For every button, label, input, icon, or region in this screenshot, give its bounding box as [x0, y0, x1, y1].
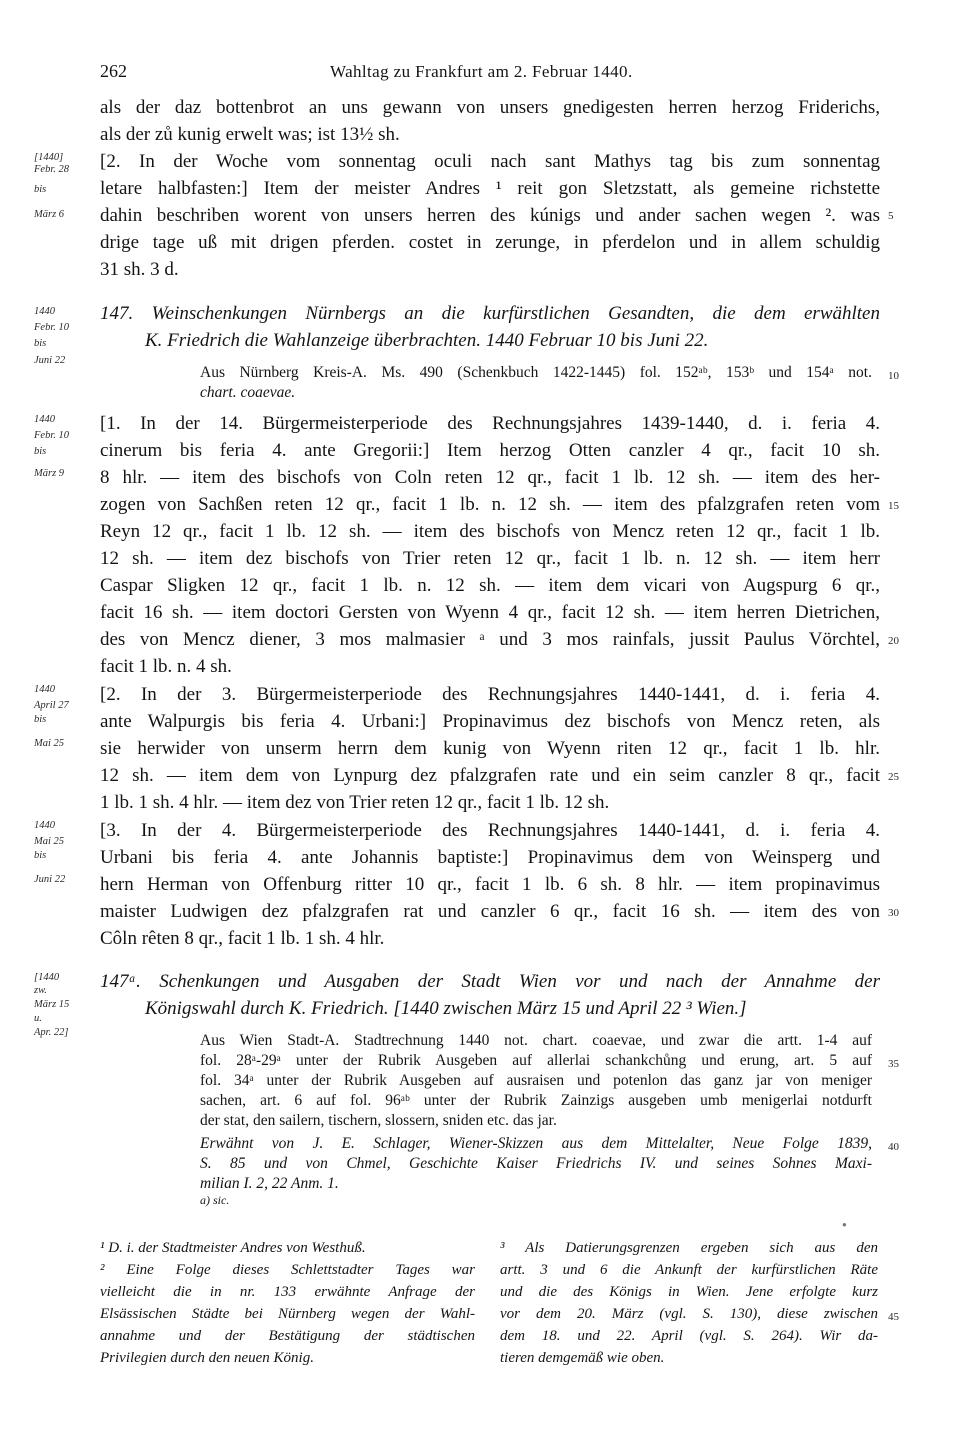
- source-note: milian I. 2, 22 Anm. 1.: [200, 1175, 339, 1192]
- body-line: hern Herman von Offenburg ritter 10 qr., facit 1 lb. 6 sh. 8 hlr. — item propinavimus: [100, 874, 880, 895]
- body-line: [2. In der Woche vom sonnentag oculi nach sant Mathys tag bis zum sonnentag: [100, 151, 880, 172]
- margin-date: April 27: [34, 700, 69, 711]
- footnote-line: artt. 3 und 6 die Ankunft der kurfürstlichen Räte: [500, 1262, 878, 1278]
- page-number: 262: [100, 61, 127, 81]
- footnote-line: annahme und der Bestätigung der städtischen: [100, 1328, 475, 1344]
- line-number: 5: [888, 210, 894, 222]
- margin-date: bis: [34, 338, 47, 349]
- source-note: sachen, art. 6 auf fol. 96ᵃᵇ unter der Rubrik Zainzigs ausgeben umb menigerlai notdurft: [200, 1092, 872, 1109]
- body-line: 12 sh. — item dem von Lynpurg dez pfalzgrafen rate und ein seim canzler 8 qr., facit: [100, 765, 880, 786]
- entry-147-title: 147. Weinschenkungen Nürnbergs an die kurfürstlichen Gesandten, die dem erwählten: [100, 303, 880, 324]
- footnote-line: Elsässischen Städte bei Nürnberg wegen der Wahl-: [100, 1306, 475, 1322]
- margin-date: bis: [34, 446, 47, 457]
- body-line: Caspar Sligken 12 qr., facit 1 lb. n. 12 sh. — item dem vicari von Augspurg 6 qr.,: [100, 575, 880, 596]
- apparatus-note: a) sic.: [200, 1193, 230, 1207]
- footnote-line: dem 18. und 22. April (vgl. S. 264). Wir da-: [500, 1328, 878, 1344]
- margin-date: 1440: [34, 820, 55, 831]
- margin-date: bis: [34, 714, 47, 725]
- entry-147a-title: Königswahl durch K. Friedrich. [1440 zwischen März 15 und April 22 ³ Wien.]: [145, 998, 747, 1019]
- body-line: [1. In der 14. Bürgermeisterperiode des Rechnungsjahres 1439-1440, d. i. feria 4.: [100, 413, 880, 434]
- line-number: 40: [888, 1141, 899, 1153]
- body-line: als der zů kunig erwelt was; ist 13½ sh.: [100, 124, 400, 145]
- body-line: als der daz bottenbrot an uns gewann von unsers gnedigesten herren herzog Friderichs,: [100, 97, 880, 118]
- body-line: [3. In der 4. Bürgermeisterperiode des Rechnungsjahres 1440-1441, d. i. feria 4.: [100, 820, 880, 841]
- footnotes-left: [100, 1237, 475, 1369]
- body-line: facit 1 lb. n. 4 sh.: [100, 656, 232, 677]
- margin-date: 1440: [34, 414, 55, 425]
- margin-date: [1440: [34, 972, 60, 983]
- body-line: 12 sh. — item dez bischofs von Trier reten 12 qr., facit 1 lb. n. 12 sh. — item herr: [100, 548, 880, 569]
- body-line: 8 hlr. — item des bischofs von Coln reten 12 qr., facit 1 lb. 12 sh. — item des her-: [100, 467, 880, 488]
- margin-date: u.: [34, 1013, 42, 1024]
- footnote-line: ¹ D. i. der Stadtmeister Andres von Westhuß.: [100, 1240, 366, 1256]
- source-note: Aus Nürnberg Kreis-A. Ms. 490 (Schenkbuch 1422-1445) fol. 152ᵃᵇ, 153ᵇ und 154ᵃ not.: [200, 364, 872, 381]
- source-note: Erwähnt von J. E. Schlager, Wiener-Skizzen aus dem Mittelalter, Neue Folge 1839,: [200, 1135, 872, 1152]
- margin-date: Febr. 10: [34, 322, 69, 333]
- footnote-line: tieren demgemäß wie oben.: [500, 1350, 665, 1366]
- source-note: fol. 34ᵃ unter der Rubrik Ausgeben auf ausraisen und potenlon das ganz jar von meniger: [200, 1072, 872, 1089]
- body-line: zogen von Sachßen reten 12 qr., facit 1 lb. n. 12 sh. — item des pfalzgrafen reten vom: [100, 494, 880, 515]
- body-line: Côln rêten 8 qr., facit 1 lb. 1 sh. 4 hlr.: [100, 928, 385, 949]
- body-line: facit 16 sh. — item doctori Gersten von Wyenn 4 qr., facit 12 sh. — item herren Dietrichen,: [100, 602, 880, 623]
- line-number: 30: [888, 907, 899, 919]
- body-line: sie herwider von unserm herrn dem kunig von Wyenn riten 12 qr., facit 1 lb. hlr.: [100, 738, 880, 759]
- margin-date: bis: [34, 850, 47, 861]
- margin-date: Febr. 28: [34, 164, 69, 175]
- footnote-line: vielleicht die in nr. 133 erwähnte Anfrage der: [100, 1284, 475, 1300]
- margin-date: März 9: [34, 468, 65, 479]
- line-number: 25: [888, 771, 899, 783]
- body-line: drige tage uß mit drigen pferden. costet in zerunge, in pferdelon und in allem schuldig: [100, 232, 880, 253]
- margin-date: März 15: [34, 999, 70, 1010]
- source-note: fol. 28ᵃ-29ᵃ unter der Rubrik Ausgeben auf allerlai schankchůng und erung, art. 5 auf: [200, 1052, 872, 1069]
- source-note: S. 85 und von Chmel, Geschichte Kaiser Friedrichs IV. und seines Sohnes Maxi-: [200, 1155, 872, 1172]
- body-line: letare halbfasten:] Item der meister Andres ¹ reit gon Sletzstatt, als gemeine richstette: [100, 178, 880, 199]
- entry-147a-title: 147ᵃ. Schenkungen und Ausgaben der Stadt Wien vor und nach der Annahme der: [100, 971, 880, 992]
- line-number: 15: [888, 500, 899, 512]
- footnote-line: vor dem 20. März (vgl. S. 130), diese zwischen: [500, 1306, 878, 1322]
- running-title: Wahltag zu Frankfurt am 2. Februar 1440.: [330, 62, 633, 81]
- body-line: 31 sh. 3 d.: [100, 259, 179, 280]
- body-line: cinerum bis feria 4. ante Gregorii:] Item herzog Otten canzler 4 qr., facit 10 sh.: [100, 440, 880, 461]
- line-number: 10: [888, 370, 899, 382]
- source-note: Aus Wien Stadt-A. Stadtrechnung 1440 not. chart. coaevae, und zwar die artt. 1-4 auf: [200, 1032, 872, 1049]
- footnote-line: ³ Als Datierungsgrenzen ergeben sich aus den: [500, 1240, 878, 1256]
- body-line: dahin beschriben worent von unsers herren des kúnigs und ander sachen wegen ². was: [100, 205, 880, 226]
- body-line: des von Mencz diener, 3 mos malmasier ᵃ und 3 mos rainfals, jussit Paulus Vörchtel,: [100, 629, 880, 650]
- margin-date: 1440: [34, 684, 55, 695]
- margin-date: Febr. 10: [34, 430, 69, 441]
- body-line: [2. In der 3. Bürgermeisterperiode des Rechnungsjahres 1440-1441, d. i. feria 4.: [100, 684, 880, 705]
- line-number: 45: [888, 1311, 899, 1323]
- line-number: 20: [888, 635, 899, 647]
- margin-date: Mai 25: [34, 738, 65, 749]
- margin-date: März 6: [34, 209, 65, 220]
- footnote-line: ² Eine Folge dieses Schlettstadter Tages war: [100, 1262, 475, 1278]
- stray-dot: ●: [842, 1220, 847, 1229]
- source-note: der stat, den sailern, tischern, slossern, sniden etc. das jar.: [200, 1112, 557, 1129]
- body-line: ante Walpurgis bis feria 4. Urbani:] Propinavimus dez bischofs von Mencz reten, als: [100, 711, 880, 732]
- footnote-line: und die des Königs in Wien. Jene erfolgte kurz: [500, 1284, 878, 1300]
- footnote-line: Privilegien durch den neuen König.: [100, 1350, 314, 1366]
- body-line: 1 lb. 1 sh. 4 hlr. — item dez von Trier reten 12 qr., facit 1 lb. 12 sh.: [100, 792, 610, 813]
- line-number: 35: [888, 1058, 899, 1070]
- margin-date: bis: [34, 184, 47, 195]
- body-line: Urbani bis feria 4. ante Johannis baptiste:] Propinavimus dem von Weinsperg und: [100, 847, 880, 868]
- source-note: chart. coaevae.: [200, 384, 296, 401]
- body-line: Reyn 12 qr., facit 1 lb. 12 sh. — item des bischofs von Mencz reten 12 qr., facit 1 lb.: [100, 521, 880, 542]
- margin-date: [1440]: [34, 152, 64, 163]
- margin-date: Juni 22: [34, 355, 66, 366]
- margin-date: zw.: [34, 985, 47, 996]
- body-line: maister Ludwigen dez pfalzgrafen rat und canzler 6 qr., facit 16 sh. — item des von: [100, 901, 880, 922]
- margin-date: 1440: [34, 306, 55, 317]
- margin-date: Mai 25: [34, 836, 65, 847]
- entry-147-title: K. Friedrich die Wahlanzeige überbrachten. 1440 Februar 10 bis Juni 22.: [145, 330, 709, 351]
- margin-date: Juni 22: [34, 874, 66, 885]
- footnotes-right: [500, 1237, 878, 1369]
- margin-date: Apr. 22]: [34, 1027, 69, 1038]
